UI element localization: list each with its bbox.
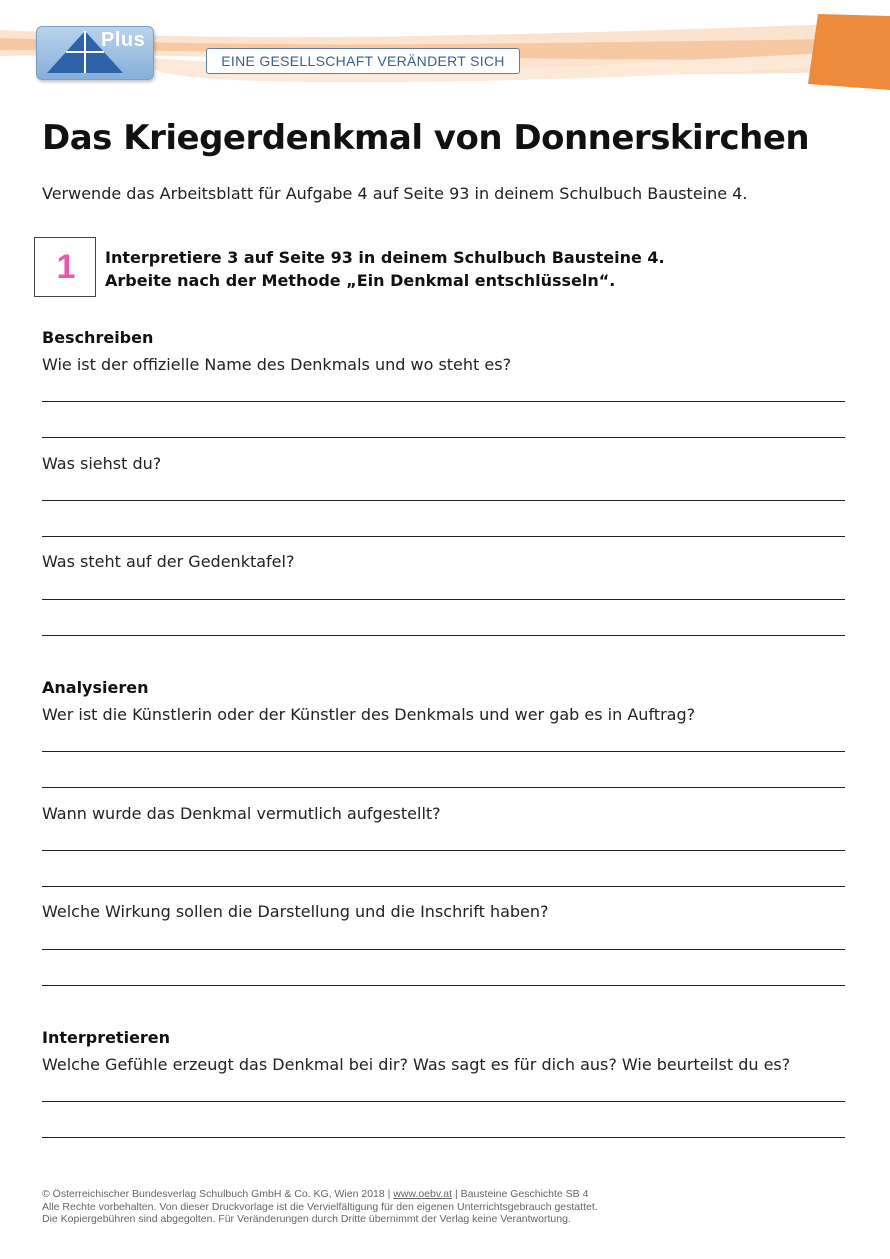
footer-line-3: Die Kopiergebühren sind abgegolten. Für Veränderungen durch Dritte übernimmt der Verlag keine Verantwortung.: [42, 1213, 571, 1225]
section-heading-interpretieren: Interpretieren: [42, 1028, 171, 1047]
question-text: Wann wurde das Denkmal vermutlich aufgestellt?: [42, 804, 441, 823]
task-line-1: Interpretiere 3 auf Seite 93 in deinem Schulbuch Bausteine 4.: [105, 248, 665, 267]
answer-line[interactable]: [42, 1137, 845, 1138]
footer: [42, 1188, 598, 1226]
intro-text: Verwende das Arbeitsblatt für Aufgabe 4 auf Seite 93 in deinem Schulbuch Bausteine 4.: [42, 184, 748, 203]
footer-book: | Bausteine Geschichte SB 4: [452, 1188, 589, 1200]
answer-line[interactable]: [42, 635, 845, 636]
answer-line[interactable]: [42, 949, 845, 950]
answer-line[interactable]: [42, 599, 845, 600]
task-number: 1: [56, 248, 76, 286]
page-title: Das Kriegerdenkmal von Donnerskirchen: [42, 118, 810, 158]
section-heading-beschreiben: Beschreiben: [42, 328, 154, 347]
answer-line[interactable]: [42, 886, 845, 887]
task-line-2: Arbeite nach der Methode „Ein Denkmal entschlüsseln“.: [105, 271, 616, 290]
answer-line[interactable]: [42, 850, 845, 851]
answer-line[interactable]: [42, 787, 845, 788]
section-heading-analysieren: Analysieren: [42, 678, 149, 697]
series-title: EINE GESELLSCHAFT VERÄNDERT SICH: [206, 48, 520, 74]
question-text: Was steht auf der Gedenktafel?: [42, 552, 295, 571]
answer-line[interactable]: [42, 536, 845, 537]
answer-line[interactable]: [42, 401, 845, 402]
question-text: Was siehst du?: [42, 454, 162, 473]
logo-text: Plus: [101, 29, 146, 51]
question-text: Wie ist der offizielle Name des Denkmals und wo steht es?: [42, 355, 512, 374]
footer-line-1: [42, 1188, 598, 1201]
task-instruction: [105, 246, 665, 292]
plus-logo: [36, 26, 154, 80]
answer-line[interactable]: [42, 500, 845, 501]
question-text: Wer ist die Künstlerin oder der Künstler des Denkmals und wer gab es in Auftrag?: [42, 705, 696, 724]
answer-line[interactable]: [42, 1101, 845, 1102]
question-text: Welche Gefühle erzeugt das Denkmal bei dir? Was sagt es für dich aus? Wie beurteilst du es?: [42, 1055, 791, 1074]
task-number-box: [34, 237, 96, 297]
answer-line[interactable]: [42, 751, 845, 752]
footer-line-2: Alle Rechte vorbehalten. Von dieser Druckvorlage ist die Vervielfältigung für den eigenen Unterrichtsgebrauch gestattet.: [42, 1200, 598, 1213]
publisher-link[interactable]: www.oebv.at: [393, 1188, 453, 1200]
answer-line[interactable]: [42, 437, 845, 438]
question-text: Welche Wirkung sollen die Darstellung und die Inschrift haben?: [42, 902, 549, 921]
answer-line[interactable]: [42, 985, 845, 986]
footer-copyright: © Österreichischer Bundesverlag Schulbuch GmbH & Co. KG, Wien 2018 |: [42, 1188, 394, 1200]
